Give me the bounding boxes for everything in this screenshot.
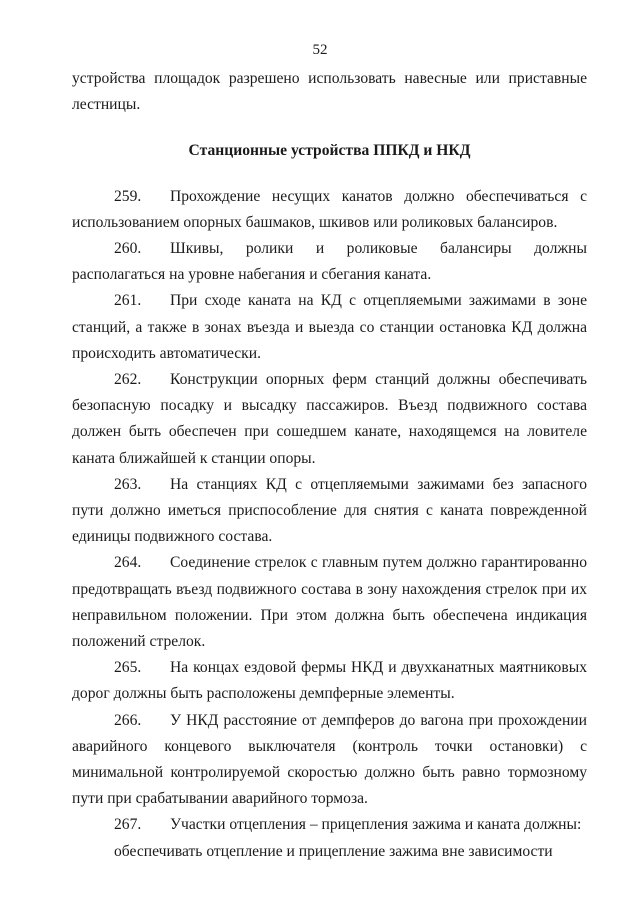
paragraph-text: На концах ездовой фермы НКД и двухканатных маятниковых дорог должны быть расположены демпферные элементы. bbox=[72, 659, 587, 703]
paragraph-number: 265. bbox=[114, 659, 142, 677]
continuation-line: обеспечивать отцепление и прицепление зажима вне зависимости bbox=[114, 842, 553, 860]
paragraph-259 bbox=[72, 184, 587, 236]
paragraph-266 bbox=[72, 708, 587, 813]
document-body bbox=[72, 66, 587, 865]
paragraph-text: У НКД расстояние от демпферов до вагона при прохождении аварийного концевого выключателя (контроль точки остановки) с минимальной контролируемой скоростью должно быть равно тормозному пути при срабатывании аварийного тормоза. bbox=[72, 711, 587, 808]
paragraph-267 bbox=[72, 812, 587, 838]
paragraph-264 bbox=[72, 550, 587, 655]
paragraph-text: Шкивы, ролики и роликовые балансиры должны располагаться на уровне набегания и сбегания каната. bbox=[72, 240, 587, 284]
paragraph-number: 262. bbox=[114, 371, 142, 389]
paragraph-text: Соединение стрелок с главным путем должно гарантированно предотвращать въезд подвижного состава в зону нахождения стрелок при их неправильном положении. При этом должна быть обеспечена индикация положений стрелок. bbox=[72, 554, 587, 651]
paragraph-261 bbox=[72, 288, 587, 367]
paragraph-text: Конструкции опорных ферм станций должны обеспечивать безопасную посадку и высадку пассажиров. Въезд подвижного состава должен быть обеспечен при сошедшем канате, находящемся на ловителе каната ближайшей к станции опоры. bbox=[72, 371, 587, 467]
paragraph-number: 266. bbox=[114, 711, 142, 729]
paragraph-text: Прохождение несущих канатов должно обеспечиваться с использованием опорных башмаков, шкивов или роликовых балансиров. bbox=[72, 187, 587, 231]
paragraph-260 bbox=[72, 236, 587, 288]
paragraph-number: 260. bbox=[114, 240, 142, 258]
paragraph-text: При сходе каната на КД с отцепляемыми зажимами в зоне станций, а также в зонах въезда и выезда со станции остановка КД должна происходить автоматически. bbox=[72, 292, 587, 362]
paragraph-265 bbox=[72, 655, 587, 707]
intro-paragraph: устройства площадок разрешено использовать навесные или приставные лестницы. bbox=[72, 70, 587, 114]
paragraph-number: 259. bbox=[114, 187, 142, 205]
paragraph-262 bbox=[72, 367, 587, 472]
paragraph-263 bbox=[72, 472, 587, 551]
paragraph-number: 267. bbox=[114, 816, 142, 834]
paragraph-text: На станциях КД с отцепляемыми зажимами без запасного пути должно иметься приспособление для снятия с каната поврежденной единицы подвижного состава. bbox=[72, 475, 587, 546]
section-title: Станционные устройства ППКД и НКД bbox=[188, 142, 471, 160]
paragraph-text: Участки отцепления – прицепления зажима и каната должны: bbox=[170, 816, 582, 834]
paragraph-number: 264. bbox=[114, 554, 142, 572]
paragraph-number: 263. bbox=[114, 475, 142, 493]
page-number: 52 bbox=[312, 42, 328, 58]
paragraph-number: 261. bbox=[114, 292, 142, 310]
